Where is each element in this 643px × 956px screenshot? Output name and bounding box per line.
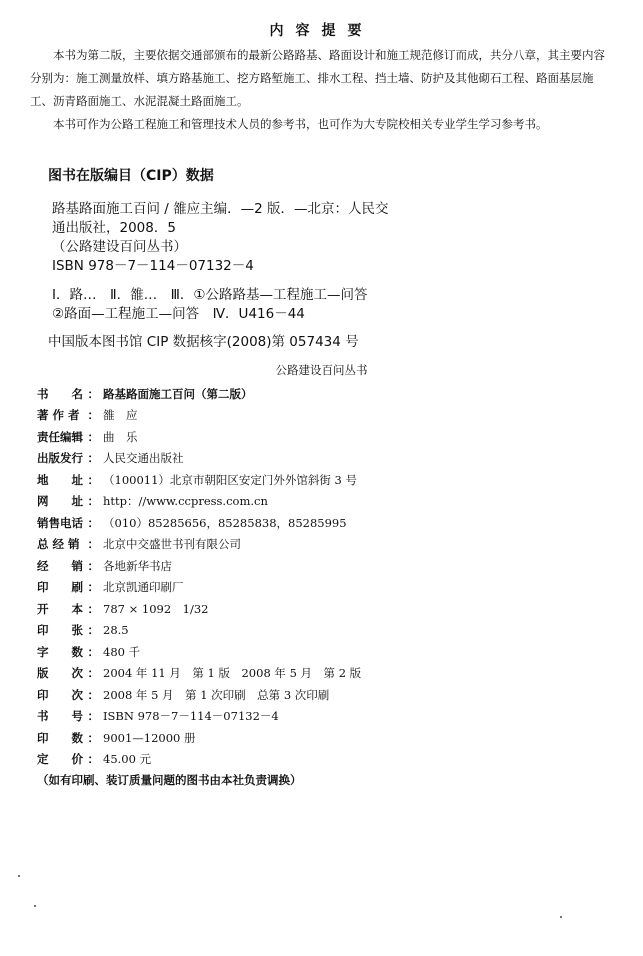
info-key-text: 开 本 xyxy=(37,601,83,616)
info-row xyxy=(37,469,597,491)
cip-line: 通出版社，2008．5 xyxy=(52,220,176,236)
info-key: 经 销 ： xyxy=(37,558,99,573)
info-row xyxy=(37,555,597,577)
info-row xyxy=(37,383,597,405)
info-key: 销售电话 ： xyxy=(37,515,99,530)
info-value: 480 千 xyxy=(103,644,141,659)
info-key-text: 网 址 xyxy=(37,494,83,509)
info-value: （010）85285656，85285838，85285995 xyxy=(103,515,347,530)
info-key-text: 书 号 xyxy=(37,709,83,724)
series-title: 公路建设百问丛书 xyxy=(275,363,368,377)
info-value: 2004 年 11 月 第 1 版 2008 年 5 月 第 2 版 xyxy=(103,666,362,681)
info-row xyxy=(37,534,597,556)
info-key: 字 数 ： xyxy=(37,644,99,659)
info-value: 北京中交盛世书刊有限公司 xyxy=(103,537,241,552)
info-value: 45.00 元 xyxy=(103,752,152,767)
info-value: 28.5 xyxy=(103,623,129,638)
info-key-text: 印 刷 xyxy=(37,580,83,595)
info-row xyxy=(37,620,597,642)
info-row xyxy=(37,448,597,470)
info-value: ISBN 978－7－114－07132－4 xyxy=(103,709,279,724)
info-row xyxy=(37,426,597,448)
cip-heading: 图书在版编目（CIP）数据 xyxy=(48,168,214,184)
info-value: 雒 应 xyxy=(103,408,138,423)
info-key-text: 印 次 xyxy=(37,687,83,702)
abstract xyxy=(30,44,610,136)
info-key: 定 价 ： xyxy=(37,752,99,767)
info-key-text: 总 经 销 xyxy=(37,537,80,552)
cip-line: ISBN 978－7－114－07132－4 xyxy=(52,258,254,274)
cip-line: （公路建设百问丛书） xyxy=(52,239,187,255)
cip-line: Ⅰ．路… Ⅱ．雒… Ⅲ．①公路路基—工程施工—问答 xyxy=(52,287,368,303)
info-key: 印 张 ： xyxy=(37,623,99,638)
cip-data-number: 中国版本图书馆 CIP 数据核字(2008)第 057434 号 xyxy=(48,334,359,350)
info-row xyxy=(37,684,597,706)
info-key: 地 址 ： xyxy=(37,472,99,487)
info-value: 曲 乐 xyxy=(103,429,138,444)
info-key: 网 址 ： xyxy=(37,494,99,509)
scan-speck xyxy=(18,875,20,877)
info-key-text: 地 址 xyxy=(37,472,83,487)
info-key-text: 版 次 xyxy=(37,666,83,681)
info-value: 人民交通出版社 xyxy=(103,451,184,466)
info-value: 787 × 1092 1/32 xyxy=(103,601,209,616)
info-value: （100011）北京市朝阳区安定门外外馆斜街 3 号 xyxy=(103,472,358,487)
cip-record xyxy=(52,200,572,324)
info-key: 出版发行 ： xyxy=(37,451,99,466)
info-value: 路基路面施工百问（第二版） xyxy=(103,386,253,401)
info-key-text: 定 价 xyxy=(37,752,83,767)
info-value: 各地新华书店 xyxy=(103,558,172,573)
abstract-paragraph: 本书为第二版，主要依据交通部颁布的最新公路路基、路面设计和施工规范修订而成，共分八章，其主要内容分别为：施工测量放样、填方路基施工、挖方路堑施工、排水工程、挡土墙、防护及其他砌石工程、路面基层施工、沥青路面施工、水泥混凝土路面施工。 xyxy=(30,48,605,108)
info-key-text: 字 数 xyxy=(37,644,83,659)
cip-line: 路基路面施工百问 / 雒应主编．—2 版．—北京：人民交 xyxy=(52,201,389,217)
info-key-text: 出版发行 xyxy=(37,451,83,466)
replacement-note: （如有印刷、装订质量问题的图书由本社负责调换） xyxy=(37,773,302,787)
info-value: http：//www.ccpress.com.cn xyxy=(103,494,268,509)
info-value: 北京凯通印刷厂 xyxy=(103,580,184,595)
publication-info xyxy=(37,383,597,788)
info-row xyxy=(37,598,597,620)
info-key-text: 责任编辑 xyxy=(37,429,83,444)
info-row xyxy=(37,641,597,663)
info-row xyxy=(37,663,597,685)
info-row xyxy=(37,749,597,771)
info-row xyxy=(37,512,597,534)
scan-speck xyxy=(560,916,562,918)
info-row xyxy=(37,405,597,427)
info-key-text: 印 数 xyxy=(37,730,83,745)
scan-speck xyxy=(34,905,36,907)
cip-spacer xyxy=(52,276,572,286)
info-key: 书 名 ： xyxy=(37,386,99,401)
abstract-paragraph: 本书可作为公路工程施工和管理技术人员的参考书，也可作为大专院校相关专业学生学习参考书。 xyxy=(53,117,548,131)
info-key-text: 书 名 xyxy=(37,386,83,401)
info-value: 9001—12000 册 xyxy=(103,730,196,745)
info-key: 著 作 者 ： xyxy=(37,408,99,423)
cip-line: ②路面—工程施工—问答 Ⅳ．U416－44 xyxy=(52,306,305,322)
info-key: 印 次 ： xyxy=(37,687,99,702)
info-key-text: 印 张 xyxy=(37,623,83,638)
info-value: 2008 年 5 月 第 1 次印刷 总第 3 次印刷 xyxy=(103,687,330,702)
info-key: 开 本 ： xyxy=(37,601,99,616)
info-key-text: 经 销 xyxy=(37,558,83,573)
info-row xyxy=(37,706,597,728)
info-key: 印 数 ： xyxy=(37,730,99,745)
info-key: 责任编辑 ： xyxy=(37,429,99,444)
info-key: 书 号 ： xyxy=(37,709,99,724)
info-row xyxy=(37,577,597,599)
info-key-text: 著 作 者 xyxy=(37,408,80,423)
info-key: 版 次 ： xyxy=(37,666,99,681)
page-title: 内容提要 xyxy=(269,23,374,39)
info-key: 总 经 销 ： xyxy=(37,537,99,552)
info-row xyxy=(37,727,597,749)
info-row xyxy=(37,491,597,513)
info-key-text: 销售电话 xyxy=(37,515,83,530)
info-key: 印 刷 ： xyxy=(37,580,99,595)
